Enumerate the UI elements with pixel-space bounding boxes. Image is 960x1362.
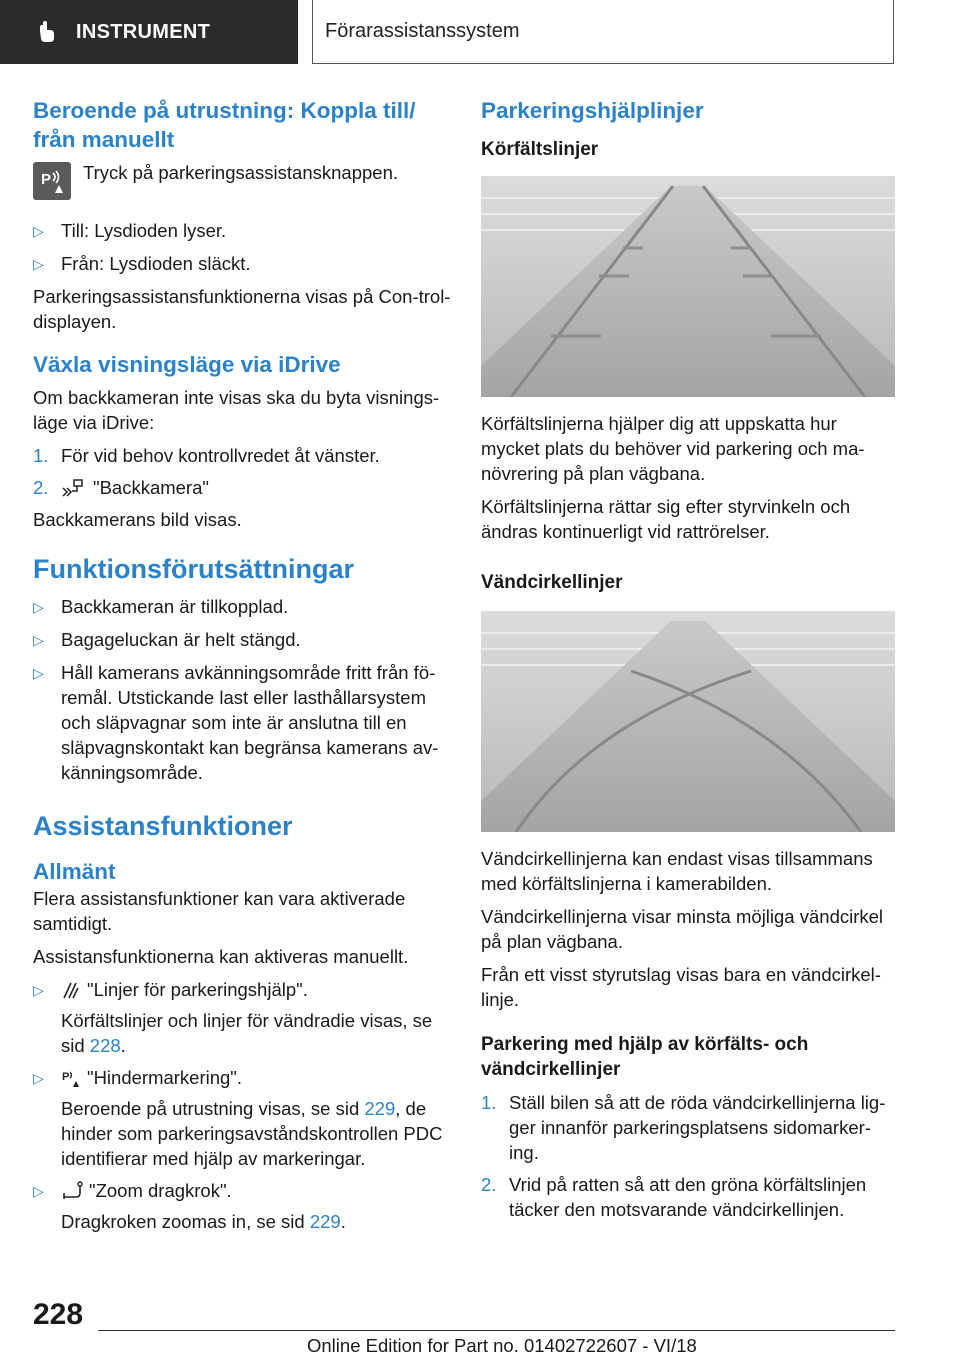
view-heading: Växla visningsläge via iDrive — [33, 352, 341, 377]
lane-heading: Körfältslinjer — [481, 139, 599, 160]
triangle-bullet-icon: ▷ — [33, 223, 44, 239]
triangle-bullet-icon: ▷ — [33, 1070, 44, 1086]
step-item: 2. "Backkamera" — [33, 477, 209, 498]
section-header — [312, 0, 894, 64]
list-item: ▷ Bagageluckan är helt stängd. — [33, 627, 451, 653]
list-item: ▷ Backkameran är tillkopplad. — [33, 594, 451, 620]
triangle-bullet-icon: ▷ — [33, 665, 44, 681]
display-text: Parkeringsassistansfunktionerna visas på Con-trol-displayen. — [33, 286, 451, 332]
lane-text: Körfältslinjerna hjälper dig att uppskatta hur mycket plats du behöver vid parkering och ma-növrering på plan vägbana. — [481, 413, 865, 484]
lane-text: Körfältslinjerna rättar sig efter styrvinkeln och ändras kontinuerligt vid rattrörelser. — [481, 496, 851, 542]
step-item: 1. Ställ bilen så att de röda vändcirkellinjerna lig-ger innanför parkeringsplatsens sidomarker-ing. — [481, 1092, 886, 1163]
page-link[interactable]: 228 — [89, 1035, 121, 1056]
lane-lines-image — [481, 176, 895, 397]
left-column — [33, 96, 451, 1241]
step-item: 1. För vid behov kontrollvredet åt vänster. — [33, 445, 380, 466]
page-link[interactable]: 229 — [309, 1211, 341, 1232]
function-item: ▷ "Zoom dragkrok". Dragkroken zoomas in, se sid 229. — [33, 1180, 346, 1232]
page-link[interactable]: 229 — [364, 1098, 396, 1119]
view-result: Backkamerans bild visas. — [33, 509, 242, 530]
section-title: Förarassistanssystem — [325, 20, 520, 42]
turn-text: Vändcirkellinjerna visar minsta möjliga vändcirkel på plan vägbana. — [481, 906, 884, 952]
function-item: ▷ "Linjer för parkeringshjälp". Körfältslinjer och linjer för vändradie visas, se sid 228. — [33, 979, 433, 1056]
general-heading: Allmänt — [33, 859, 116, 884]
svg-text:P: P — [62, 1071, 70, 1083]
general-text: Assistansfunktionerna kan aktiveras manuellt. — [33, 946, 409, 967]
list-item: ▷ Till: Lysdioden lyser. — [33, 218, 451, 244]
obstacle-marking-icon — [61, 1068, 81, 1088]
edition-footer: Online Edition for Part no. 01402722607 - VI/18 — [307, 1335, 697, 1356]
prereq-heading: Funktionsförutsättningar — [33, 554, 354, 584]
general-text: Flera assistansfunktioner kan vara aktiverade samtidigt. — [33, 888, 406, 934]
triangle-bullet-icon: ▷ — [33, 599, 44, 615]
list-item: ▷ Från: Lysdioden släckt. — [33, 251, 451, 277]
turn-text: Från ett visst styrutslag visas bara en vändcirkel-linje. — [481, 964, 881, 1010]
turn-heading: Vändcirkellinjer — [481, 572, 623, 593]
list-item: ▷ Håll kamerans avkänningsområde fritt från fö-remål. Utstickande last eller lasthållarsystem och släpvagnar som inte är anslutna till en släpvagnskontakt kan begränsa kamerans av-känningsområde. — [33, 662, 439, 783]
triangle-bullet-icon: ▷ — [33, 632, 44, 648]
assist-heading: Assistansfunktioner — [33, 811, 293, 841]
turn-text: Vändcirkellinjerna kan endast visas tillsammans med körfältslinjerna i kamerabilden. — [481, 848, 873, 894]
turning-circle-lines-image — [481, 611, 895, 832]
view-intro: Om backkameran inte visas ska du byta visnings-läge via iDrive: — [33, 387, 440, 433]
step-item: 2. Vrid på ratten så att den gröna körfältslinjen täcker den motsvarande vändcirkellinjen. — [481, 1174, 867, 1220]
page-number: 228 — [33, 1298, 84, 1331]
press-text: Tryck på parkeringsassistansknappen. — [83, 162, 398, 183]
triangle-bullet-icon: ▷ — [33, 982, 44, 998]
tow-hook-icon — [61, 1181, 83, 1201]
parking-lines-heading: Parkeringshjälplinjer — [481, 98, 704, 123]
triangle-bullet-icon: ▷ — [33, 1183, 44, 1199]
svg-text:P: P — [41, 171, 52, 188]
hand-icon — [36, 21, 58, 43]
park-heading: Parkering med hjälp av körfälts- och vändcirkellinjer — [481, 1034, 809, 1080]
manual-heading: Beroende på utrustning: Koppla till/ från manuellt — [33, 98, 416, 152]
chapter-title: INSTRUMENT — [76, 20, 211, 43]
parking-lines-icon — [61, 980, 81, 1000]
chapter-tab[interactable] — [0, 0, 298, 64]
function-item: ▷ P "Hindermarkering". Beroende på utrustning visas, se sid 229, de hinder som parkeringsavståndskontrollen PDC identifierar med hjälp av markeringar. — [33, 1067, 443, 1169]
triangle-bullet-icon: ▷ — [33, 256, 44, 272]
press-instruction — [33, 160, 451, 200]
parking-assist-button-icon — [33, 162, 71, 200]
backup-camera-icon — [61, 478, 87, 498]
footer-divider — [98, 1330, 895, 1331]
right-column — [481, 96, 895, 1229]
